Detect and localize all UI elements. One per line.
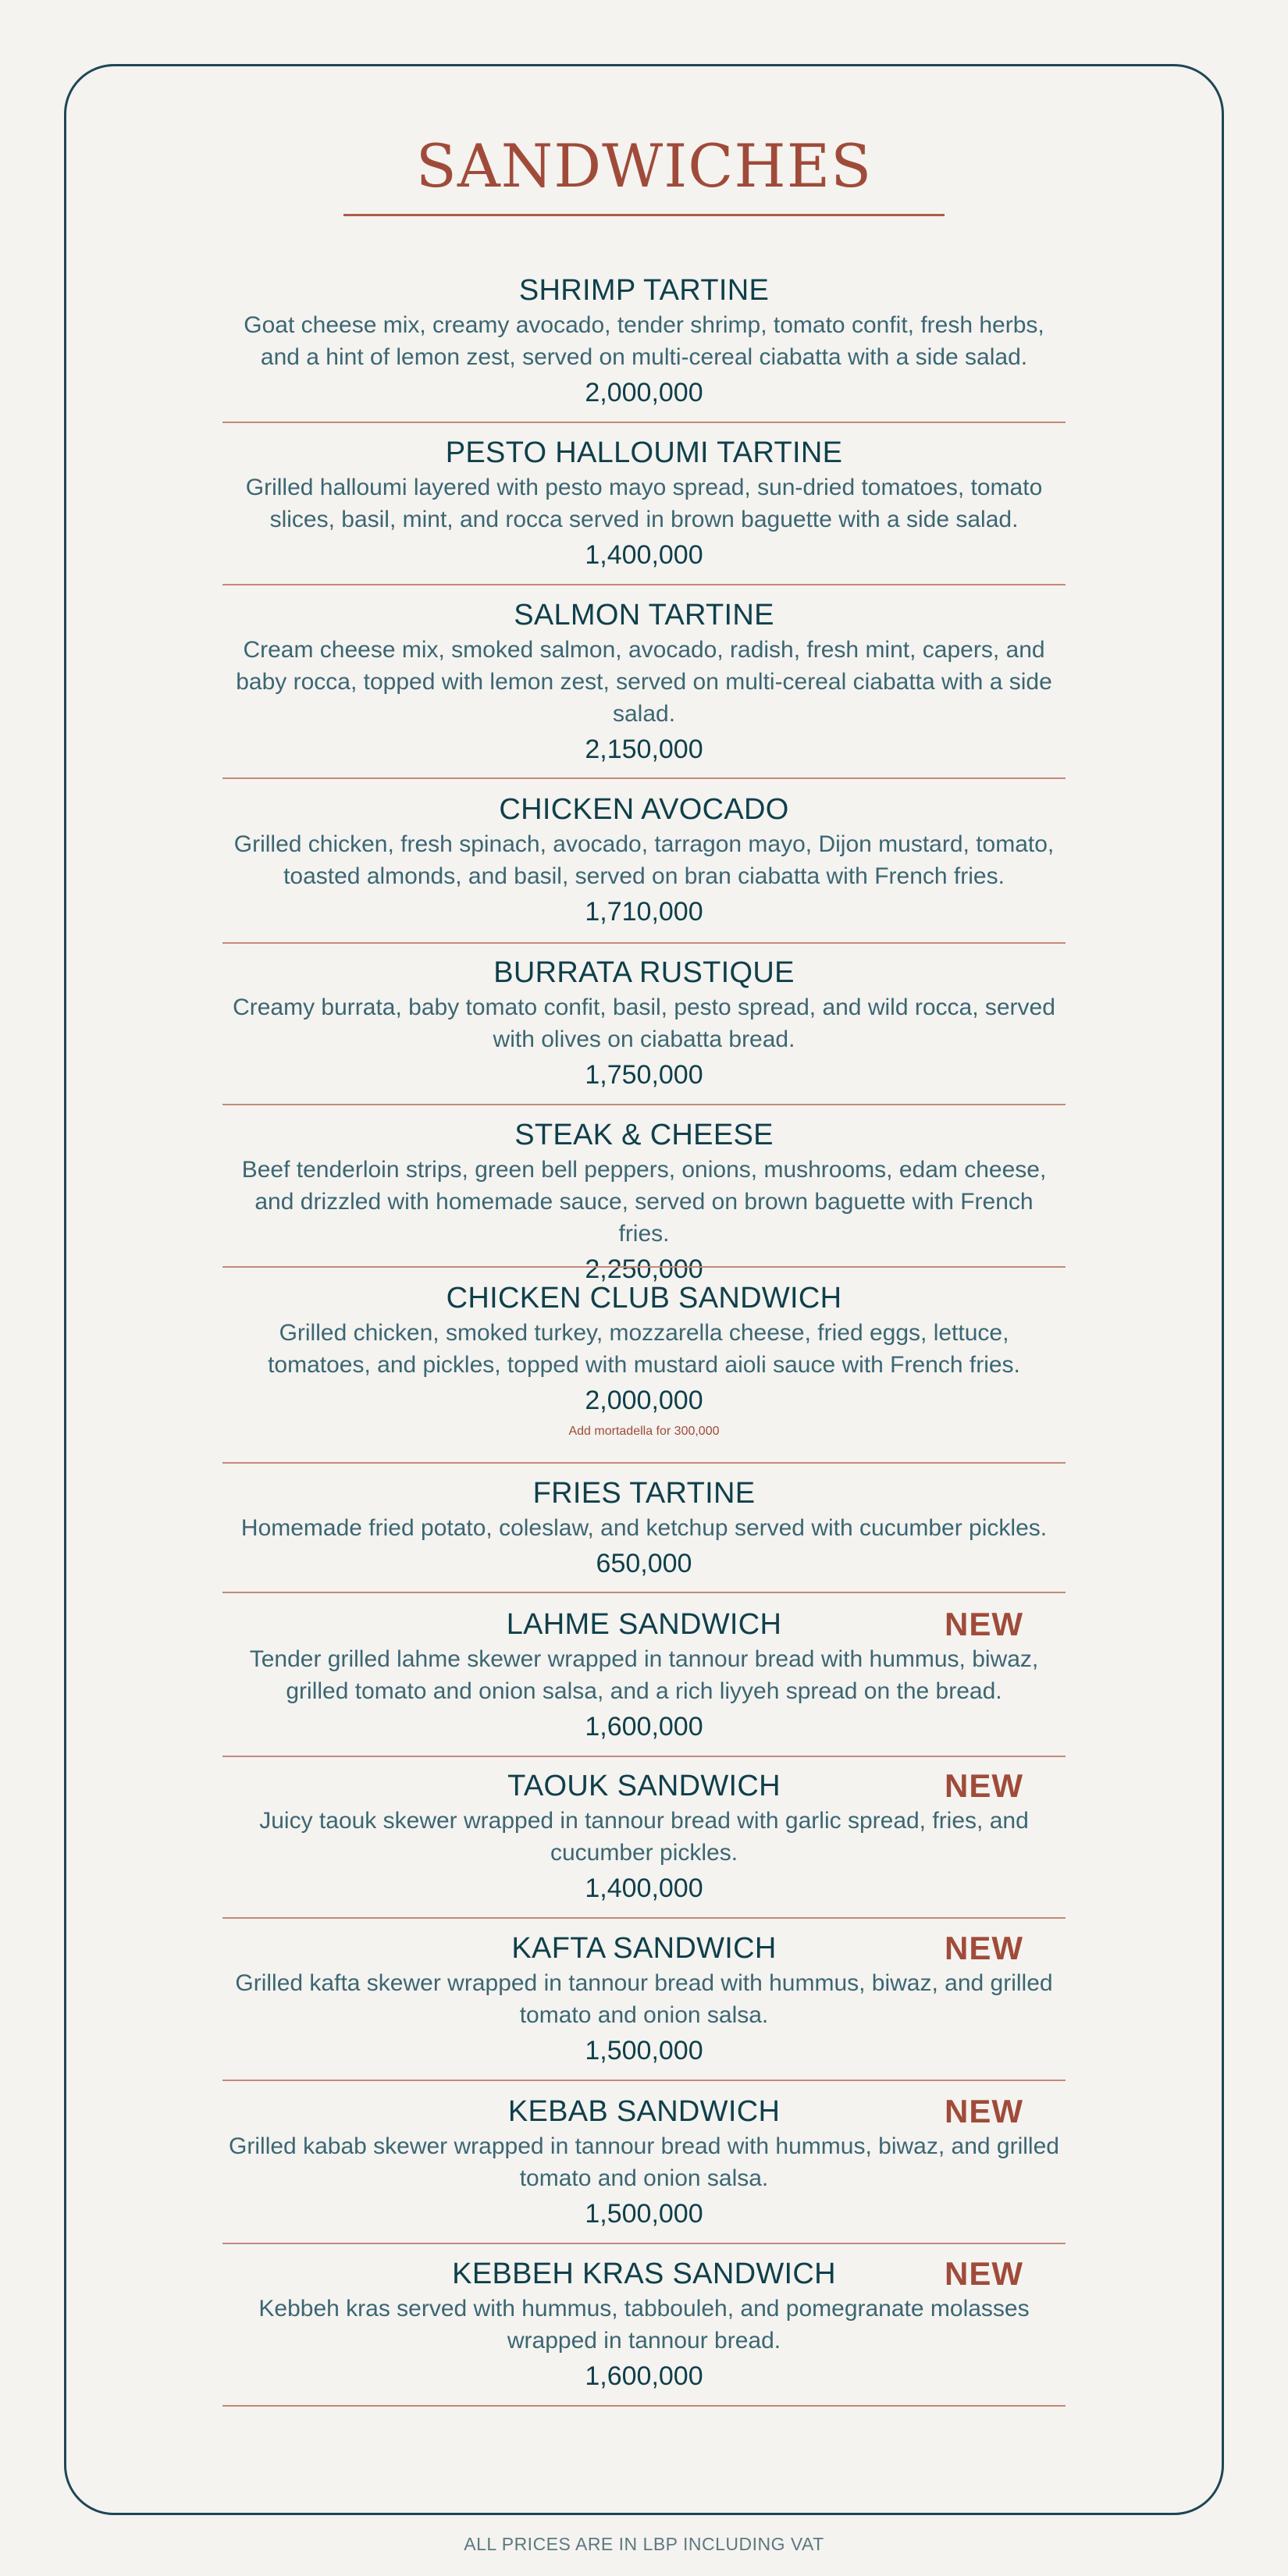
menu-item bbox=[222, 1931, 1066, 2067]
title-underline bbox=[343, 214, 945, 216]
menu-item-name: CHICKEN CLUB SANDWICH bbox=[446, 1282, 842, 1315]
menu-item-price: 2,000,000 bbox=[585, 378, 703, 407]
menu-item-description: Cream cheese mix, smoked salmon, avocado, radish, fresh mint, capers, and baby rocca, topped with lemon zest, served on multi-cereal ciabatta with a side salad. bbox=[236, 637, 1052, 727]
menu-item bbox=[222, 1118, 1066, 1286]
menu-item-price: 1,400,000 bbox=[585, 540, 703, 570]
menu-item-name: KAFTA SANDWICH bbox=[511, 1932, 777, 1965]
new-badge: NEW bbox=[945, 1606, 1023, 1642]
menu-item-name: BURRATA RUSTIQUE bbox=[493, 956, 795, 989]
menu-title: SANDWICHES bbox=[415, 131, 873, 201]
new-badge: NEW bbox=[945, 2093, 1023, 2129]
menu-item bbox=[222, 1281, 1066, 1442]
menu-item-price: 1,750,000 bbox=[585, 1060, 703, 1090]
item-divider bbox=[222, 1592, 1066, 1593]
menu-item-description: Creamy burrata, baby tomato confit, basil, pesto spread, and wild rocca, served with olives on ciabatta bread. bbox=[233, 994, 1055, 1052]
menu-item-name: FRIES TARTINE bbox=[532, 1477, 756, 1510]
menu-item-price: 2,000,000 bbox=[585, 1386, 703, 1415]
new-badge: NEW bbox=[945, 2255, 1023, 2292]
item-divider bbox=[222, 1266, 1066, 1268]
menu-item-price: 1,600,000 bbox=[585, 1712, 703, 1742]
footer-note: ALL PRICES ARE IN LBP INCLUDING VAT bbox=[464, 2534, 824, 2554]
item-divider bbox=[222, 2405, 1066, 2407]
menu-item-description: Grilled kafta skewer wrapped in tannour bread with hummus, biwaz, and grilled tomato and onion salsa. bbox=[235, 1970, 1053, 2028]
menu-item bbox=[222, 1607, 1066, 1743]
menu-item-description: Goat cheese mix, creamy avocado, tender shrimp, tomato confit, fresh herbs, and a hint of lemon zest, served on multi-cereal ciabatta with a side salad. bbox=[244, 312, 1044, 370]
item-divider bbox=[222, 1104, 1066, 1105]
item-divider bbox=[222, 942, 1066, 944]
menu-item-description: Tender grilled lahme skewer wrapped in tannour bread with hummus, biwaz, grilled tomato and onion salsa, and a rich liyyeh spread on the bread. bbox=[249, 1646, 1039, 1704]
menu-item bbox=[222, 436, 1066, 571]
menu-item-name: SHRIMP TARTINE bbox=[518, 274, 770, 307]
menu-item-description: Grilled chicken, fresh spinach, avocado, tarragon mayo, Dijon mustard, tomato, toasted almonds, and basil, served on bran ciabatta with French fries. bbox=[233, 831, 1055, 889]
menu-item-description: Juicy taouk skewer wrapped in tannour bread with garlic spread, fries, and cucumber pickles. bbox=[259, 1808, 1029, 1866]
menu-item-price: 1,500,000 bbox=[585, 2199, 703, 2229]
menu-item-price: 1,500,000 bbox=[585, 2036, 703, 2065]
menu-item-name: SALMON TARTINE bbox=[514, 599, 774, 632]
new-badge: NEW bbox=[945, 1930, 1023, 1966]
item-divider bbox=[222, 1917, 1066, 1919]
item-divider bbox=[222, 2080, 1066, 2081]
menu-item bbox=[222, 792, 1066, 928]
menu-item-description: Beef tenderloin strips, green bell peppers, onions, mushrooms, edam cheese, and drizzled with homemade sauce, served on brown baguette with French fries. bbox=[241, 1157, 1047, 1247]
item-divider bbox=[222, 422, 1066, 423]
menu-item-price: 1,710,000 bbox=[585, 897, 703, 927]
menu-item bbox=[222, 2257, 1066, 2393]
item-divider bbox=[222, 584, 1066, 585]
new-badge: NEW bbox=[945, 1767, 1023, 1804]
menu-item-name: CHICKEN AVOCADO bbox=[499, 793, 789, 826]
item-divider bbox=[222, 777, 1066, 779]
menu-item-name: STEAK & CHEESE bbox=[514, 1119, 774, 1151]
menu-item-description: Grilled halloumi layered with pesto mayo spread, sun-dried tomatoes, tomato slices, basil, mint, and rocca served in brown baguette with a side salad. bbox=[245, 475, 1043, 532]
menu-item-price: 2,150,000 bbox=[585, 735, 703, 764]
menu-item-price: 1,400,000 bbox=[585, 1873, 703, 1903]
menu-item bbox=[222, 598, 1066, 766]
menu-item bbox=[222, 1476, 1066, 1580]
menu-item-name: LAHME SANDWICH bbox=[506, 1608, 782, 1641]
menu-item-price: 2,250,000 bbox=[585, 1254, 703, 1284]
menu-item-name: PESTO HALLOUMI TARTINE bbox=[445, 436, 843, 469]
menu-item-name: TAOUK SANDWICH bbox=[507, 1770, 781, 1802]
menu-item-description: Homemade fried potato, coleslaw, and ketchup served with cucumber pickles. bbox=[240, 1515, 1048, 1541]
menu-item-description: Grilled chicken, smoked turkey, mozzarella cheese, fried eggs, lettuce, tomatoes, and pickles, topped with mustard aioli sauce with French fries. bbox=[268, 1320, 1020, 1378]
menu-item-price: 650,000 bbox=[596, 1549, 692, 1578]
menu-item-name: KEBAB SANDWICH bbox=[507, 2095, 781, 2128]
menu-item bbox=[222, 273, 1066, 409]
menu-item bbox=[222, 2094, 1066, 2230]
item-divider bbox=[222, 2243, 1066, 2244]
menu-item-name: KEBBEH KRAS SANDWICH bbox=[452, 2258, 836, 2290]
item-divider bbox=[222, 1462, 1066, 1464]
menu-item-note: Add mortadella for 300,000 bbox=[568, 1425, 720, 1438]
item-divider bbox=[222, 1756, 1066, 1757]
menu-item-description: Grilled kabab skewer wrapped in tannour bread with hummus, biwaz, and grilled tomato and onion salsa. bbox=[229, 2133, 1059, 2191]
menu-item bbox=[222, 955, 1066, 1091]
menu-item bbox=[222, 1769, 1066, 1905]
menu-item-price: 1,600,000 bbox=[585, 2361, 703, 2391]
menu-item-description: Kebbeh kras served with hummus, tabbouleh, and pomegranate molasses wrapped in tannour bread. bbox=[258, 2296, 1030, 2354]
